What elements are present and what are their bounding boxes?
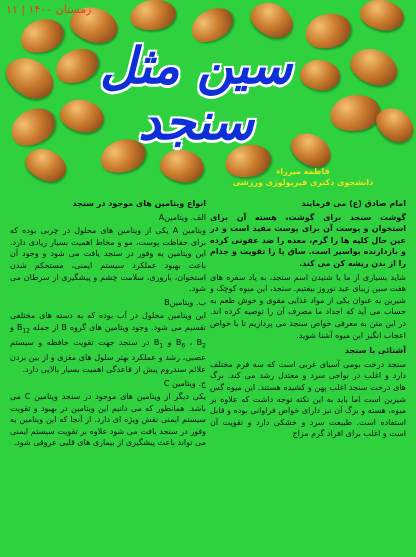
hero-image: [0, 0, 416, 196]
quote-text: گوشت سنجد برای گوشت، هسته آن برای استخوان و پوست آن برای پوست مفید است و در عین حال کلیه ها را گرم، معده را ضد عفونی کرده و بازدارنده بواسیر است. ساق پا را تقویت و جذام را از بدن ریشه کن می کند.: [210, 212, 406, 268]
fruit-image: [128, 0, 178, 33]
vitamin-c-title: ج. ویتامین C: [163, 378, 206, 388]
fruit-image: [327, 91, 382, 135]
author-credit: [228, 166, 378, 188]
fruit-image: [346, 43, 403, 91]
vitamin-a-title: الف. ویتامینA: [158, 212, 206, 222]
quote-heading: امام صادق (ع) می فرمایند: [301, 199, 406, 208]
vitamin-b-text: و B: [153, 338, 176, 348]
vitamin-b-title: ب. ویتامینB: [164, 297, 206, 307]
issue-label: زمستان ۱۴۰۰ | ۱۱: [6, 3, 92, 16]
fruit-image: [5, 101, 62, 153]
body-paragraph: سنجد درخت بومی آسیای غربی است که سه فرم مختلف دارد و اغلب در نواحی سرد و معتدل رشد می کند. برگ های درخت سنجد اغلب پهن و کشیده هستند. این میوه گس شیرین است اما باید به این نکته توجه داشت که علاوه بر میوه، هسته و برگ آن نیز دارای خواص فراوانی بوده و قابل استفاده است. طبیعت سرد و خشکی دارد و تقویت آن است و اغلب برای افراد گرم مزاج: [210, 359, 406, 439]
intro-paragraph: شاید بسیاری از ما با شنیدن اسم سنجد، به یاد سفره های هفت سین زیبای عید نوروز بیفتیم. سنجد، این میوه کوچک و شیرین به عنوان یکی از مواد غذایی مقوی و خوش طعم به حساب می آید که اجداد ما مصرف آن را توصیه کرده اند. در این متن به معرفی خواص سنجد می پردازیم تا با خواص اعجاب انگیز این میوه آشنا شوید.: [210, 272, 406, 340]
vitamins-heading: انواع ویتامین های موجود در سنجد: [72, 199, 206, 208]
vitamin-b-text: ، B: [185, 338, 203, 348]
subscript: 2: [202, 342, 206, 350]
fruit-image: [358, 0, 407, 34]
vitamin-b-text: این ویتامین محلول در آب بوده که به دسته های مختلفی تقسیم می شود. وجود ویتامین های گروه B از جمله B: [10, 311, 206, 332]
author-role: دانشجوی دکتری فیزیولوژی ورزشی: [232, 178, 374, 187]
vitamin-b-text: در سنجد جهت تقویت حافظه و سیستم عصبی، رشد و عملکرد بهتر سلول های مغزی و از بین بردن علائم سندروم پیش از قاعدگی اهمیت بسیار بالایی دارد.: [10, 338, 206, 374]
vitamin-b-text: و B: [10, 322, 182, 348]
subscript: 12: [22, 327, 30, 335]
left-column: [10, 198, 206, 451]
subscript: 1: [159, 342, 164, 350]
subscript: 6: [181, 342, 186, 350]
fruit-image: [21, 143, 71, 187]
page-title: سین مثل سنجد: [99, 36, 293, 151]
fruit-image: [16, 13, 68, 58]
author-name: فاطمه میرزاء: [276, 167, 330, 176]
fruit-image: [158, 147, 206, 185]
right-column: [210, 198, 406, 442]
vitamin-c-body: یکی دیگر از ویتامین های موجود در سنجد ویتامین C می باشد. همانطور که می دانیم این ویتامین در بهبود و تقویت سیستم ایمنی نقش ویژه ای دارد. از آنجا که این ویتامین به وفور در سنجد یافت می شود علاوه بر تقویت سیستم ایمنی می تواند باعث پیشگیری از بیماری های قلبی عروقی شود.: [10, 392, 206, 448]
vitamin-a-body: ویتامین A یکی از ویتامین های محلول در چربی بوده که برای حفاظت پوست، مو و مخاط اهمیت بسیار زیادی دارد. این ویتامین به وفور در سنجد یافت می شود و وجود آن باعث بهبود عملکرد سیستم ایمنی، مستحکم شدن استخوان، باروری، سلامت چشم و پیشگیری از سرطان می شود.: [10, 226, 206, 294]
section-heading: آشنائی با سنجد: [344, 346, 406, 356]
fruit-image: [0, 50, 61, 106]
vitamin-b-body: [10, 310, 206, 375]
